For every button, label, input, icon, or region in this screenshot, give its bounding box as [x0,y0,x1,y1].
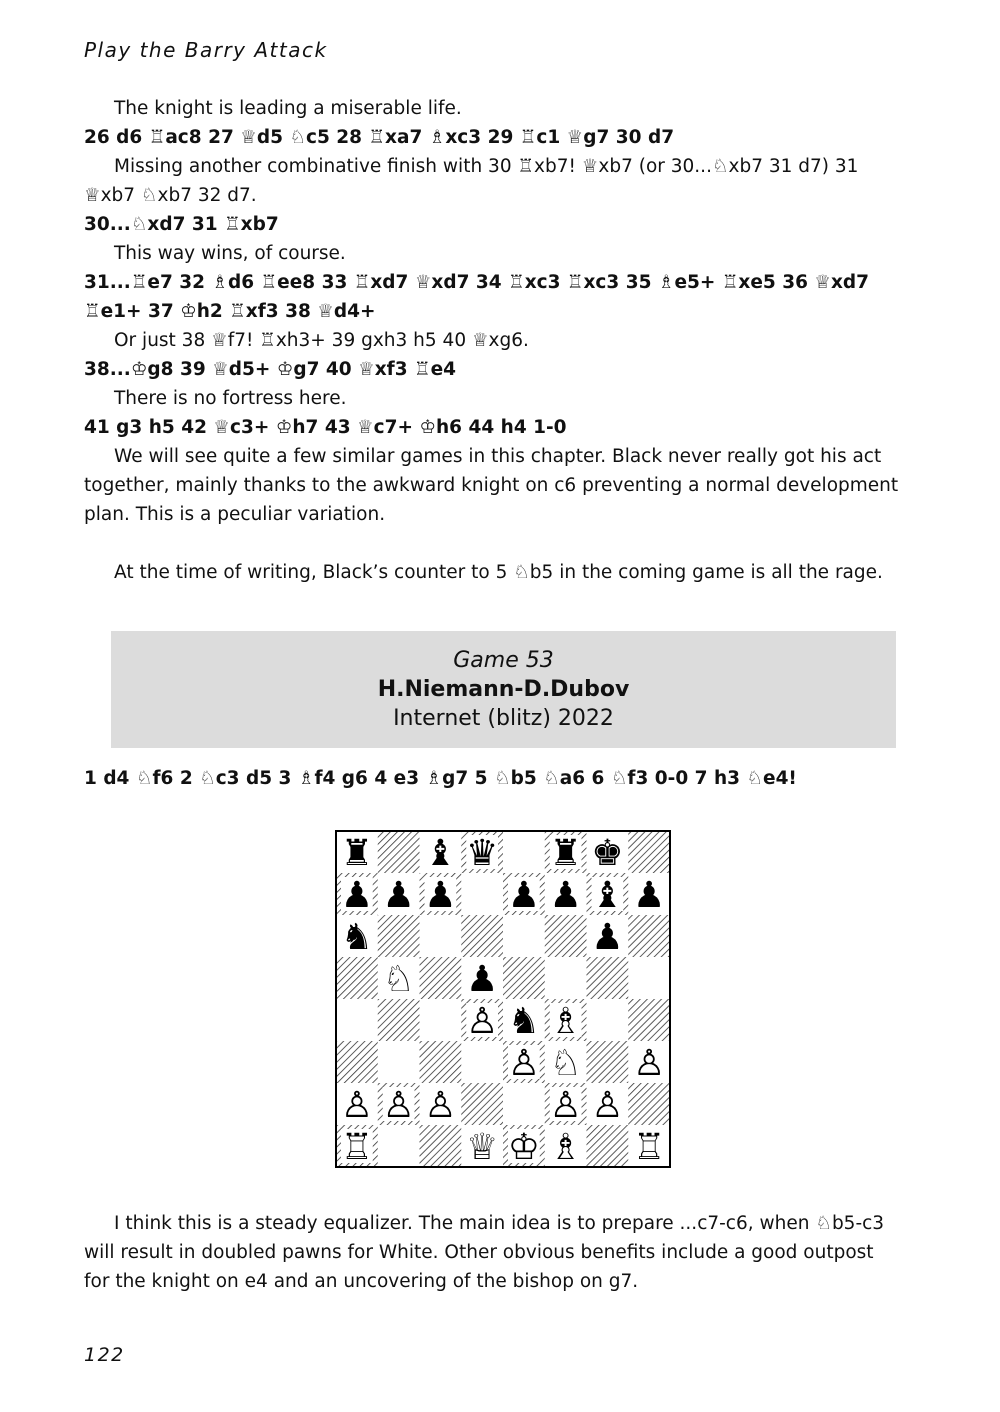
square-g5 [587,957,629,1000]
square-d2 [461,1083,503,1126]
black-pawn-d5: ♟ [465,959,499,1000]
white-knight-f3: ♘ [549,1043,582,1084]
square-e2 [503,1083,545,1126]
black-bishop-g7: ♝ [591,875,624,916]
black-pawn-g6: ♟ [591,917,624,958]
square-h8 [628,831,670,874]
black-pawn-e7: ♟ [507,875,541,916]
square-h5 [628,957,670,1000]
square-a3 [336,1041,378,1084]
square-a5 [336,957,378,1000]
black-knight-e4: ♞ [507,1001,541,1042]
paragraph: Missing another combinative finish with 30 ♖xb7! ♕xb7 (or 30...♘xb7 31 d7) 31 ♕xb7 ♘xb7 32 d7. [84,156,859,206]
black-bishop-c8: ♝ [424,833,457,874]
square-b3 [378,1041,420,1084]
paragraph: I think this is a steady equalizer. The main idea is to prepare ...c7-c6, when ♘b5-c3 will result in doubled pawns for White. Other obvious benefits include a good outpost for the knight on e4 and an uncovering of the bishop on g7. [84,1213,885,1292]
chess-board [335,830,671,1168]
square-b6 [378,915,420,958]
move-line: 30...♘xd7 31 ♖xb7 [84,214,279,235]
paragraph: We will see quite a few similar games in this chapter. Black never really got his act together, mainly thanks to the awkward knight on c6 preventing a normal development plan. This is a peculiar variation. [84,446,899,525]
game-number: Game 53 [453,648,554,673]
square-h6 [628,915,670,958]
white-pawn-h3: ♙ [632,1043,666,1084]
square-g4 [587,999,629,1042]
black-king-g8: ♚ [591,833,624,874]
game-header-box [111,631,896,748]
white-pawn-f2: ♙ [549,1085,582,1126]
body-text [84,94,902,587]
black-rook-f8: ♜ [549,833,582,874]
white-pawn-c2: ♙ [424,1085,457,1126]
black-pawn-c7: ♟ [424,875,457,916]
black-pawn-a7: ♟ [340,875,374,916]
opening-moves: 1 d4 ♘f6 2 ♘c3 d5 3 ♗f4 g6 4 e3 ♗g7 5 ♘b5 ♘a6 6 ♘f3 0-0 7 h3 ♘e4! [84,768,797,789]
square-f6 [545,915,587,958]
square-h2 [628,1083,670,1126]
spacer [84,529,902,558]
square-c1 [420,1125,462,1168]
square-a4 [336,999,378,1042]
game-event: Internet (blitz) 2022 [393,706,614,731]
white-pawn-g2: ♙ [591,1085,624,1126]
square-c3 [420,1041,462,1084]
black-pawn-f7: ♟ [549,875,582,916]
square-c5 [420,957,462,1000]
paragraph: At the time of writing, Black’s counter to 5 ♘b5 in the coming game is all the rage. [114,562,883,583]
square-h4 [628,999,670,1042]
paragraph: This way wins, of course. [114,243,346,264]
white-bishop-f4: ♗ [549,1001,582,1042]
paragraph: The knight is leading a miserable life. [114,98,462,119]
square-c4 [420,999,462,1042]
black-pawn-b7: ♟ [382,875,415,916]
square-e8 [503,831,545,874]
square-g1 [587,1125,629,1168]
move-line: 31...♖e7 32 ♗d6 ♖ee8 33 ♖xd7 ♕xd7 34 ♖xc3 ♖xc3 35 ♗e5+ ♖xe5 36 ♕xd7 ♖e1+ 37 ♔h2 ♖xf3 38 ♕d4+ [84,272,870,322]
square-e5 [503,957,545,1000]
square-b8 [378,831,420,874]
white-king-e1: ♔ [507,1127,541,1168]
black-rook-a8: ♜ [340,833,374,874]
white-pawn-b2: ♙ [382,1085,415,1126]
square-e6 [503,915,545,958]
black-queen-d8: ♛ [465,833,499,874]
page-number: 122 [84,1344,125,1366]
running-header: Play the Barry Attack [84,38,328,62]
move-line: 38...♔g8 39 ♕d5+ ♔g7 40 ♕xf3 ♖e4 [84,359,457,380]
white-knight-b5: ♘ [382,959,415,1000]
paragraph: Or just 38 ♕f7! ♖xh3+ 39 gxh3 h5 40 ♕xg6. [114,330,529,351]
square-c6 [420,915,462,958]
white-rook-a1: ♖ [340,1127,374,1168]
chess-diagram [335,830,671,1172]
square-b4 [378,999,420,1042]
square-d7 [461,873,503,916]
square-d6 [461,915,503,958]
move-line: 26 d6 ♖ac8 27 ♕d5 ♘c5 28 ♖xa7 ♗xc3 29 ♖c1 ♕g7 30 d7 [84,127,675,148]
square-b1 [378,1125,420,1168]
white-rook-h1: ♖ [632,1127,666,1168]
white-pawn-d4: ♙ [465,1001,499,1042]
paragraph: There is no fortress here. [114,388,347,409]
square-d3 [461,1041,503,1084]
black-pawn-h7: ♟ [632,875,666,916]
black-knight-a6: ♞ [340,917,374,958]
square-g3 [587,1041,629,1084]
white-bishop-f1: ♗ [549,1127,582,1168]
move-line: 41 g3 h5 42 ♕c3+ ♔h7 43 ♕c7+ ♔h6 44 h4 1-0 [84,417,567,438]
white-queen-d1: ♕ [465,1127,499,1168]
square-f5 [545,957,587,1000]
white-pawn-a2: ♙ [340,1085,374,1126]
white-pawn-e3: ♙ [507,1043,541,1084]
game-players: H.Niemann-D.Dubov [377,677,630,702]
